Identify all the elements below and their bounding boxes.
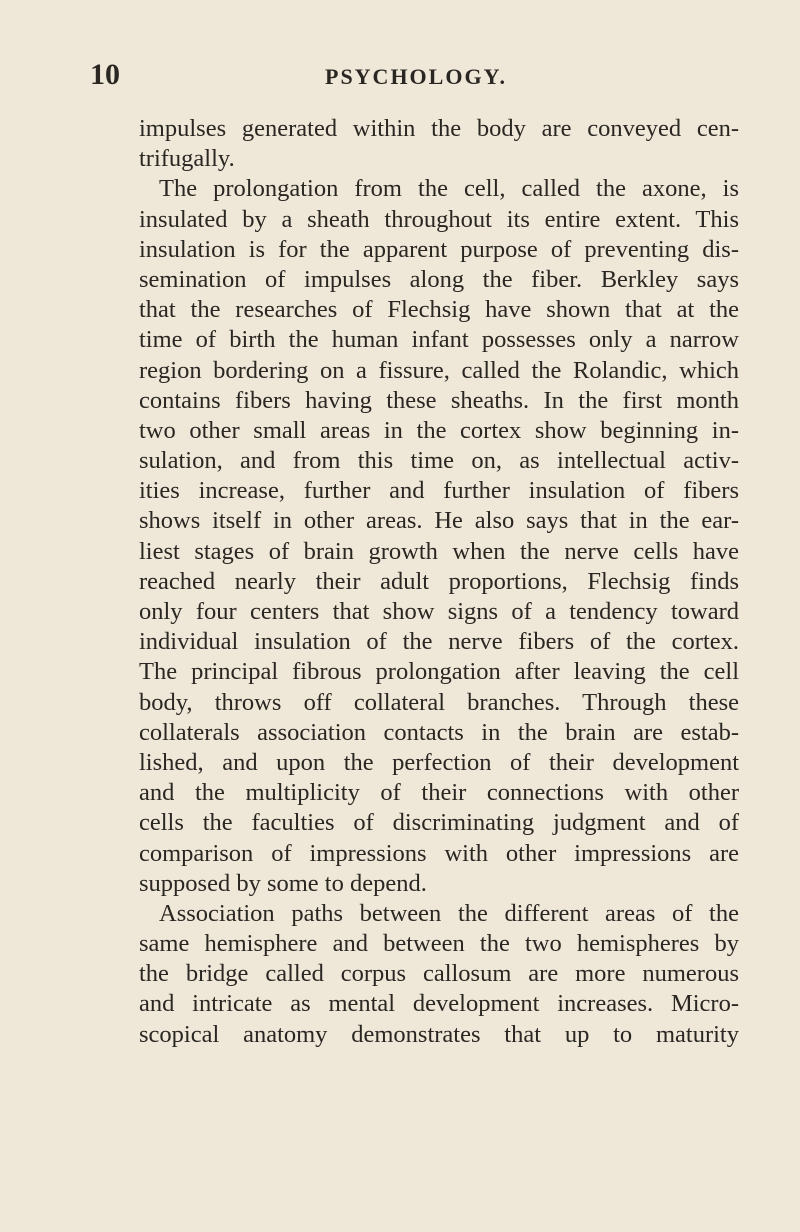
text-line: comparison of impressions with other impressions are <box>139 839 739 867</box>
text-line: scopical anatomy demonstrates that up to maturity <box>139 1020 739 1048</box>
text-line: and intricate as mental development increases. Micro- <box>139 990 739 1018</box>
running-head <box>90 58 730 98</box>
text-line: reached nearly their adult proportions, Flechsig finds <box>139 567 739 595</box>
text-line: shows itself in other areas. He also says that in the ear- <box>139 507 739 535</box>
text-line: supposed by some to depend. <box>139 869 427 897</box>
text-line: liest stages of brain growth when the nerve cells have <box>139 537 739 565</box>
text-line: same hemisphere and between the two hemispheres by <box>139 930 739 958</box>
text-line: that the researches of Flechsig have shown that at the <box>139 296 739 324</box>
page-number: 10 <box>90 58 120 91</box>
text-line: only four centers that show signs of a tendency toward <box>139 598 739 625</box>
text-line: The prolongation from the cell, called the axone, is <box>159 175 739 203</box>
text-line: time of birth the human infant possesses only a narrow <box>139 326 739 354</box>
text-line: insulation is for the apparent purpose of preventing dis- <box>139 235 739 263</box>
text-line: and the multiplicity of their connections with other <box>139 779 739 807</box>
body-text <box>139 114 739 1050</box>
running-title: PSYCHOLOGY. <box>325 64 507 89</box>
text-line: the bridge called corpus callosum are more numerous <box>139 960 739 988</box>
text-line: contains fibers having these sheaths. In the first month <box>139 386 739 414</box>
text-line: two other small areas in the cortex show beginning in- <box>139 416 739 444</box>
text-line: impulses generated within the body are conveyed cen- <box>139 115 739 142</box>
text-line: cells the faculties of discriminating judgment and of <box>139 809 739 837</box>
text-line: Association paths between the different areas of the <box>159 899 739 927</box>
text-line: insulated by a sheath throughout its entire extent. This <box>139 205 739 233</box>
text-line: semination of impulses along the fiber. Berkley says <box>139 265 739 293</box>
text-line: lished, and upon the perfection of their development <box>139 748 739 776</box>
text-line: individual insulation of the nerve fibers of the cortex. <box>139 628 739 656</box>
text-line: sulation, and from this time on, as intellectual activ- <box>139 447 739 475</box>
text-line: body, throws off collateral branches. Through these <box>139 688 739 716</box>
text-line: The principal fibrous prolongation after leaving the cell <box>139 658 739 686</box>
text-line: ities increase, further and further insulation of fibers <box>139 477 739 505</box>
text-line: trifugally. <box>139 145 235 173</box>
text-line: region bordering on a fissure, called the Rolandic, which <box>139 356 739 384</box>
text-line: collaterals association contacts in the brain are estab- <box>139 718 739 746</box>
